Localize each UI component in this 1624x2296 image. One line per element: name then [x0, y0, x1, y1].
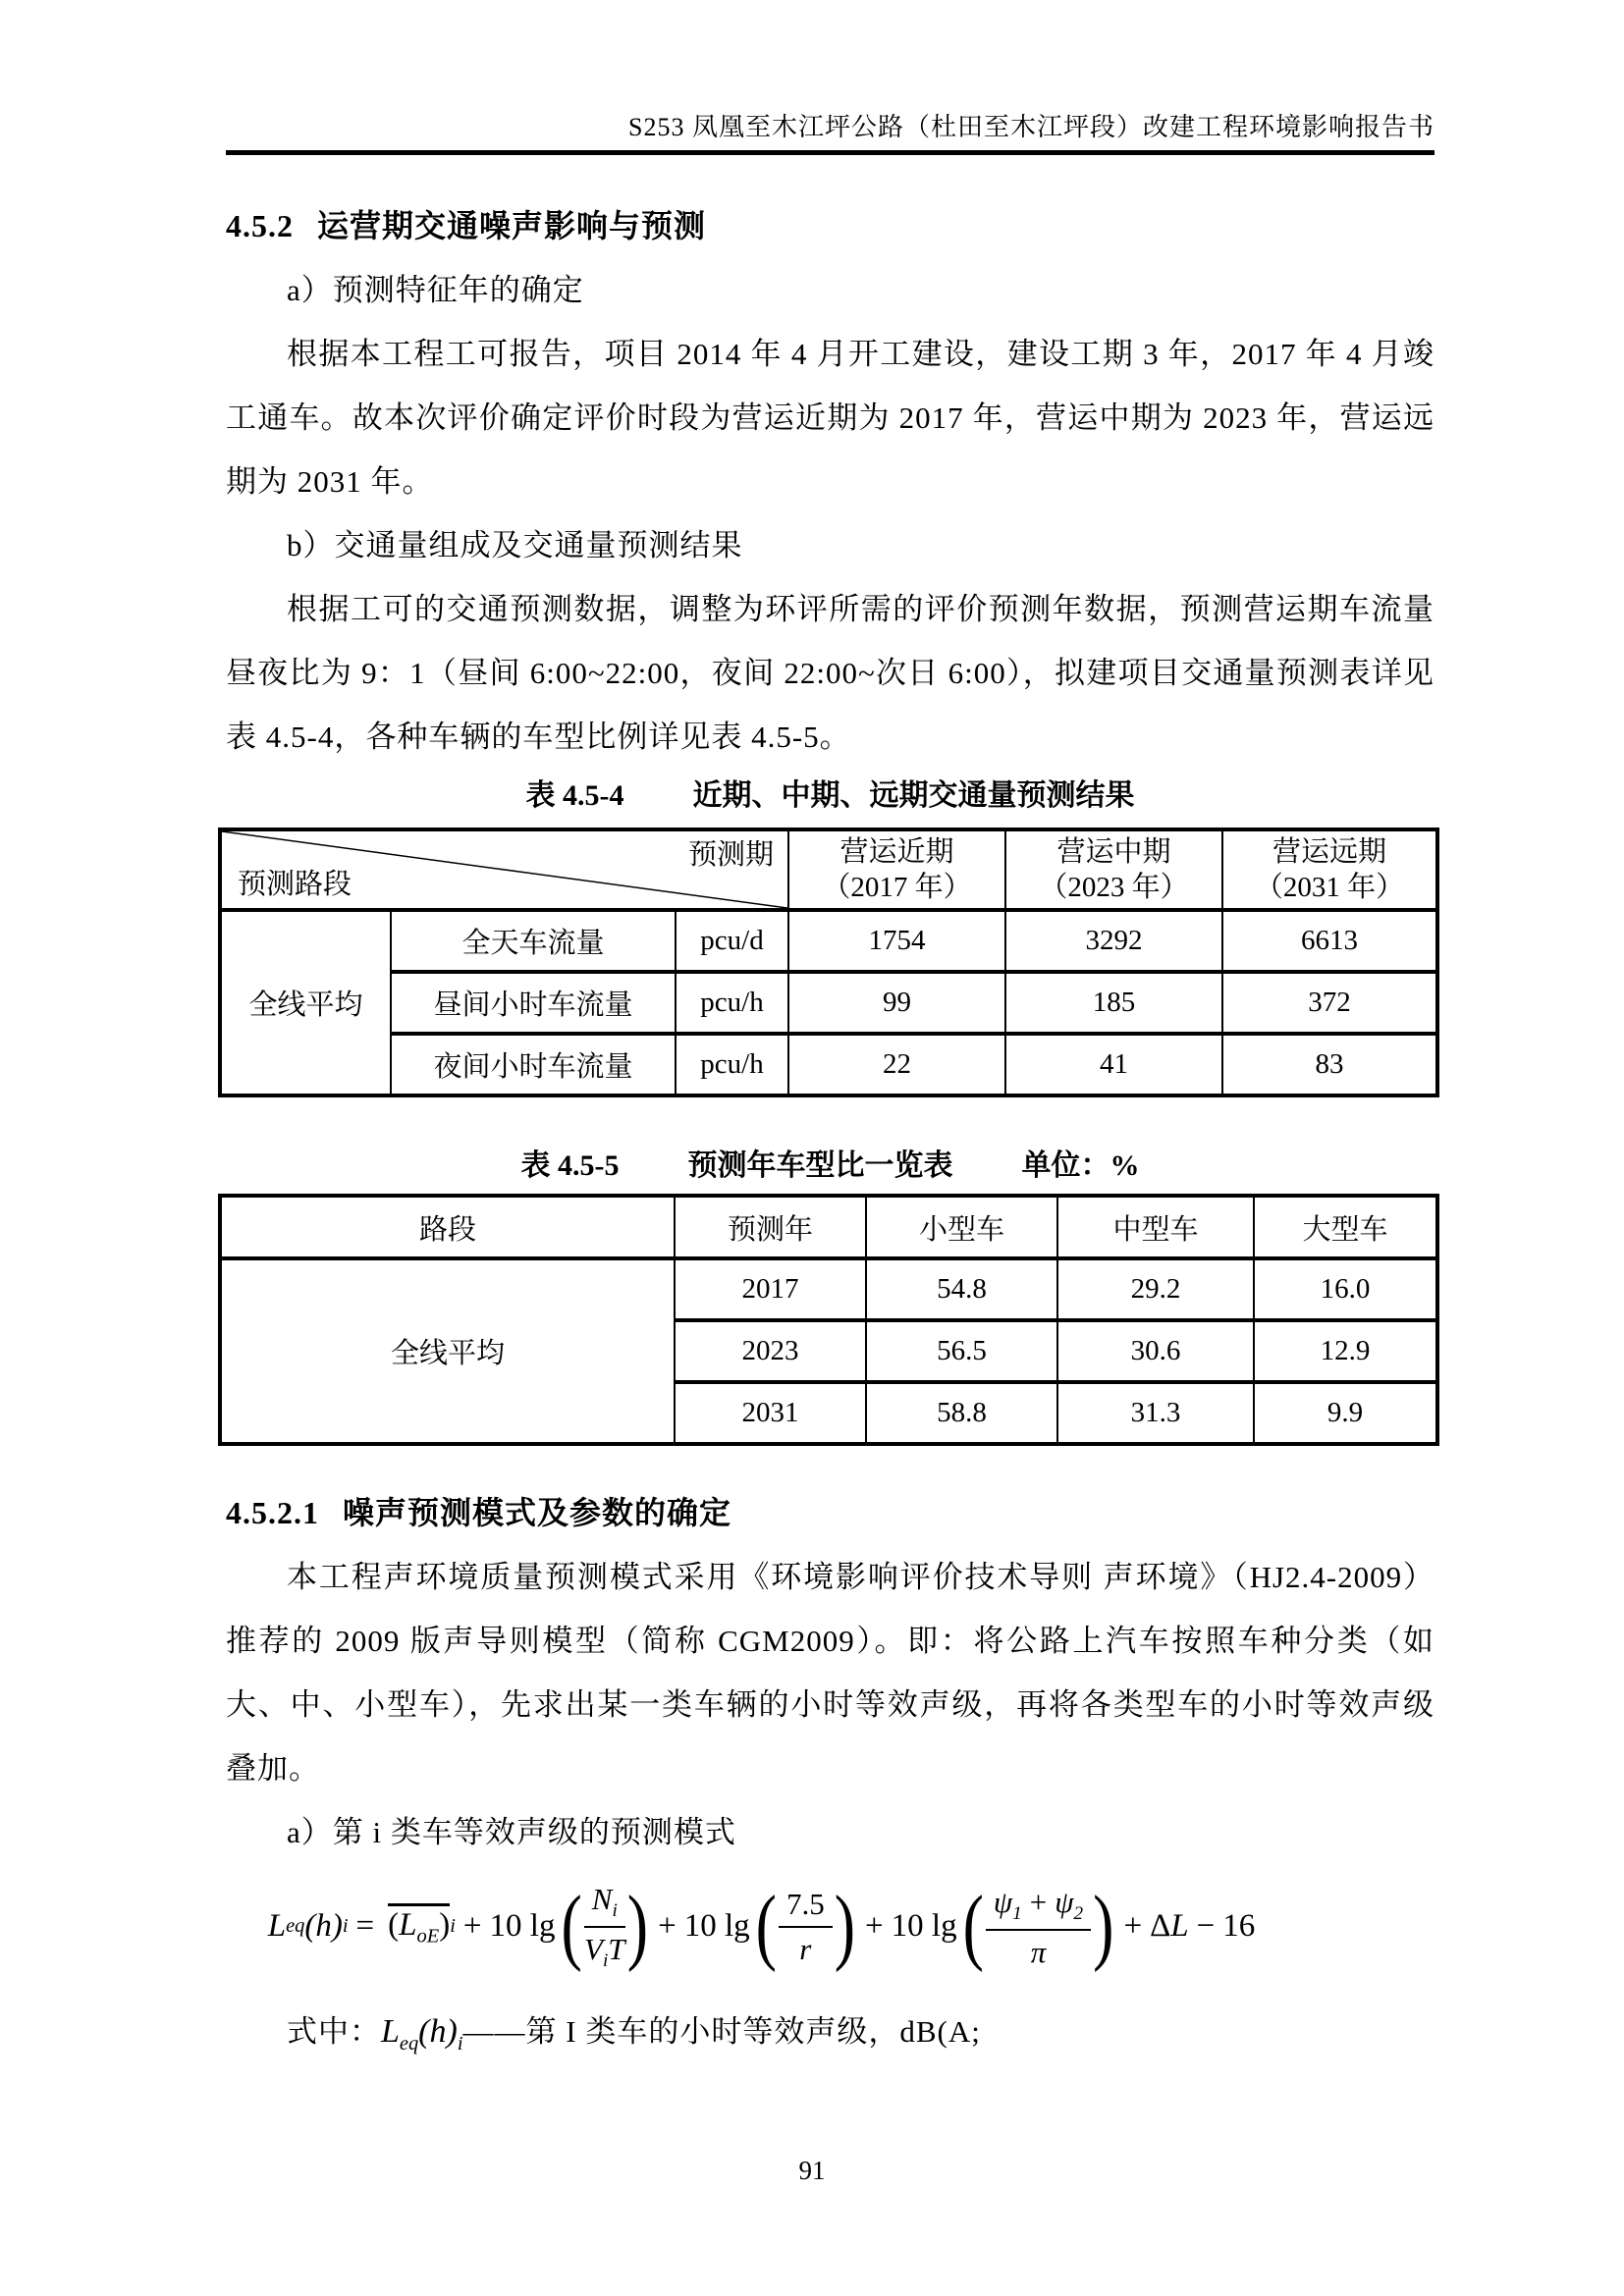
- big-paren-close: ): [1093, 1878, 1114, 1973]
- list-item-b1: b）交通量组成及交通量预测结果: [287, 528, 743, 562]
- formula-L: L: [1170, 1907, 1189, 1944]
- fraction-denominator: [584, 1928, 625, 1972]
- formula-r: r: [799, 1932, 812, 1966]
- plus-sign: +: [1123, 1907, 1143, 1944]
- formula-sub-2: 2: [1073, 1902, 1084, 1924]
- formula-sub-i: i: [457, 2032, 463, 2055]
- table1-caption-label: 表 4.5-4: [525, 779, 624, 812]
- col-header-line1: 营运中期: [1056, 836, 1171, 868]
- formula-arg: (h): [418, 2013, 458, 2050]
- paren-open: (: [388, 1907, 400, 1944]
- paren-close: ): [439, 1907, 451, 1944]
- formula-sub-i: i: [450, 1914, 456, 1937]
- cell-unit: pcu/h: [676, 1034, 788, 1095]
- cell-metric: 夜间小时车流量: [391, 1034, 676, 1095]
- plus-sign: +: [865, 1907, 884, 1944]
- table1-col-header-far: [1222, 829, 1437, 910]
- cell-large-car: 16.0: [1254, 1258, 1437, 1320]
- table1-diagonal-cell: [220, 829, 788, 910]
- cell-value-2031: 6613: [1222, 910, 1437, 972]
- where-symbol: [381, 2013, 463, 2055]
- formula-where-line: [226, 2000, 1435, 2076]
- big-paren-open: (: [755, 1878, 777, 1973]
- cell-value-2031: 372: [1222, 972, 1437, 1034]
- cell-year: 2017: [675, 1258, 866, 1320]
- formula-T: T: [608, 1932, 625, 1966]
- vehicle-type-ratio-table: [218, 1194, 1439, 1446]
- cell-year: 2023: [675, 1320, 866, 1382]
- fraction-ni-vit: [584, 1880, 625, 1973]
- col-header-line2: （2031 年）: [1254, 872, 1405, 903]
- fraction-numerator: [986, 1883, 1091, 1931]
- cell-year: 2031: [675, 1382, 866, 1444]
- paragraph-2: 根据工可的交通预测数据，调整为环评所需的评价预测年数据，预测营运期车流量昼夜比为 9：1（昼间 6:00~22:00，夜间 22:00~次日 6:00），拟建项目交通量预测表详见表 4.5-4，各种车辆的车型比例详见表 4.5-5。: [226, 592, 1435, 754]
- cell-value-2023: 41: [1005, 1034, 1222, 1095]
- table1-row-daily: [220, 910, 1437, 972]
- where-description: 第 I 类车的小时等效声级，dB(A;: [525, 2014, 981, 2049]
- big-paren-open: (: [561, 1878, 582, 1973]
- cell-metric: 昼间小时车流量: [391, 972, 676, 1034]
- list-item-a2: a）第 i 类车等效声级的预测模式: [287, 1815, 736, 1849]
- cell-value-2031: 83: [1222, 1034, 1437, 1095]
- formula-psi: ψ: [993, 1884, 1013, 1919]
- big-paren-close: ): [626, 1878, 649, 1973]
- formula-psi: ψ: [1055, 1884, 1074, 1919]
- fraction-numerator: 7.5: [779, 1885, 833, 1928]
- formula-L: L: [399, 1907, 417, 1944]
- table1-col-header-mid: [1005, 829, 1222, 910]
- cell-metric: 全天车流量: [391, 910, 676, 972]
- plus-sign: +: [1029, 1884, 1048, 1919]
- fraction-75-r: [779, 1885, 833, 1966]
- plus-sign: +: [462, 1907, 482, 1944]
- list-item-a1: a）预测特征年的确定: [287, 273, 584, 307]
- col-header-line2: （2023 年）: [1039, 872, 1189, 903]
- formula-sub-eq: eq: [399, 2032, 419, 2055]
- formula-L: L: [267, 1907, 287, 1944]
- formula-sub-oE: oE: [416, 1925, 440, 1948]
- table2-col-header-large: 大型车: [1254, 1196, 1437, 1258]
- section-title: 运营期交通噪声影响与预测: [317, 208, 707, 243]
- plus-sign: +: [658, 1907, 677, 1944]
- where-prefix: 式中：: [287, 2014, 381, 2049]
- page-header-title: S253 凤凰至木江坪公路（杜田至木江坪段）改建工程环境影响报告书: [628, 113, 1435, 141]
- col-header-line1: 营运远期: [1272, 836, 1387, 868]
- table1-corner-bottom-label: 预测路段: [238, 869, 352, 900]
- header-divider-rule: [226, 150, 1435, 155]
- formula-V: V: [584, 1932, 603, 1966]
- where-dash: ——: [462, 2014, 526, 2049]
- equation-leq: [157, 1866, 1366, 1986]
- section-heading-4521: [226, 1481, 1435, 1545]
- section-number: 4.5.2: [226, 208, 294, 243]
- formula-sub-i: i: [602, 1950, 609, 1972]
- table1-col-header-near: [788, 829, 1005, 910]
- formula-sub-i: i: [342, 1914, 349, 1937]
- cell-value-2017: 22: [788, 1034, 1005, 1095]
- formula-coefficient: 10 lg: [683, 1907, 750, 1944]
- table2-col-header-section: 路段: [220, 1196, 675, 1258]
- fraction-denominator: [1031, 1931, 1047, 1970]
- cell-large-car: 12.9: [1254, 1320, 1437, 1382]
- cell-unit: pcu/h: [676, 972, 788, 1034]
- table1-row-day-hour: [220, 972, 1437, 1034]
- col-header-line1: 营运近期: [839, 836, 954, 868]
- table2-col-header-year: 预测年: [675, 1196, 866, 1258]
- cell-unit: pcu/d: [676, 910, 788, 972]
- table1-caption: [226, 769, 1435, 824]
- cell-value-2017: 1754: [788, 910, 1005, 972]
- fraction-psi-pi: [986, 1883, 1091, 1970]
- formula-sub-i: i: [612, 1899, 618, 1921]
- cell-small-car: 58.8: [866, 1382, 1057, 1444]
- table2-col-header-medium: 中型车: [1057, 1196, 1254, 1258]
- section-number: 4.5.2.1: [226, 1495, 319, 1530]
- cell-value-2017: 99: [788, 972, 1005, 1034]
- formula-16: 16: [1222, 1907, 1256, 1944]
- cell-value-2023: 3292: [1005, 910, 1222, 972]
- table2-caption-title: 预测年车型比一览表: [687, 1149, 953, 1182]
- formula-arg: (h): [304, 1907, 343, 1944]
- minus-sign: −: [1196, 1907, 1216, 1944]
- table2-caption-label: 表 4.5-5: [520, 1149, 620, 1182]
- formula-L: L: [381, 2013, 400, 2050]
- big-paren-open: (: [962, 1878, 984, 1973]
- table1-header-row: [220, 829, 1437, 910]
- table1-caption-title: 近期、中期、远期交通量预测结果: [692, 779, 1135, 812]
- big-paren-close: ): [834, 1878, 856, 1973]
- table2-caption-unit: 单位：%: [1021, 1149, 1140, 1182]
- table2-col-header-small: 小型车: [866, 1196, 1057, 1258]
- table2-header-row: [220, 1196, 1437, 1258]
- cell-value-2023: 185: [1005, 972, 1222, 1034]
- formula-pi: π: [1030, 1934, 1047, 1969]
- fraction-numerator: [584, 1880, 625, 1928]
- formula-N: N: [591, 1881, 613, 1916]
- table2-caption: [226, 1139, 1435, 1194]
- equals-sign: =: [355, 1907, 375, 1944]
- formula-coefficient: 10 lg: [489, 1907, 556, 1944]
- table1-row-night-hour: [220, 1034, 1437, 1095]
- formula-sub-eq: eq: [286, 1914, 305, 1937]
- table1-corner-top-label: 预测期: [688, 839, 775, 871]
- paragraph-3: 本工程声环境质量预测模式采用《环境影响评价技术导则 声环境》（HJ2.4-2009）推荐的 2009 版声导则模型（简称 CGM2009）。即：将公路上汽车按照车种分类（如大、中、小型车），先求出某一类车辆的小时等效声级，再将各类型车的小时等效声级叠加。: [226, 1560, 1435, 1786]
- cell-medium-car: 29.2: [1057, 1258, 1254, 1320]
- section-heading-452: [226, 194, 1435, 258]
- paragraph-1: 根据本工程工可报告，项目 2014 年 4 月开工建设，建设工期 3 年，2017 年 4 月竣工通车。故本次评价确定评价时段为营运近期为 2017 年，营运中期为 2023 年，营运远期为 2031 年。: [226, 337, 1435, 499]
- cell-small-car: 56.5: [866, 1320, 1057, 1382]
- cell-medium-car: 30.6: [1057, 1320, 1254, 1382]
- table2-row-2017: [220, 1258, 1437, 1320]
- section-title: 噪声预测模式及参数的确定: [343, 1495, 732, 1530]
- formula-loe-overline: [388, 1903, 450, 1949]
- traffic-forecast-table: [218, 828, 1439, 1097]
- col-header-line2: （2017 年）: [822, 872, 972, 903]
- cell-medium-car: 31.3: [1057, 1382, 1254, 1444]
- formula-sub-1: 1: [1012, 1902, 1022, 1924]
- page-number: 91: [798, 2156, 826, 2185]
- formula-delta: Δ: [1150, 1907, 1171, 1944]
- formula-coefficient: 10 lg: [891, 1907, 957, 1944]
- cell-large-car: 9.9: [1254, 1382, 1437, 1444]
- table2-section-label: 全线平均: [220, 1258, 675, 1444]
- cell-small-car: 54.8: [866, 1258, 1057, 1320]
- fraction-denominator: [799, 1928, 811, 1967]
- table1-section-label: 全线平均: [220, 910, 391, 1095]
